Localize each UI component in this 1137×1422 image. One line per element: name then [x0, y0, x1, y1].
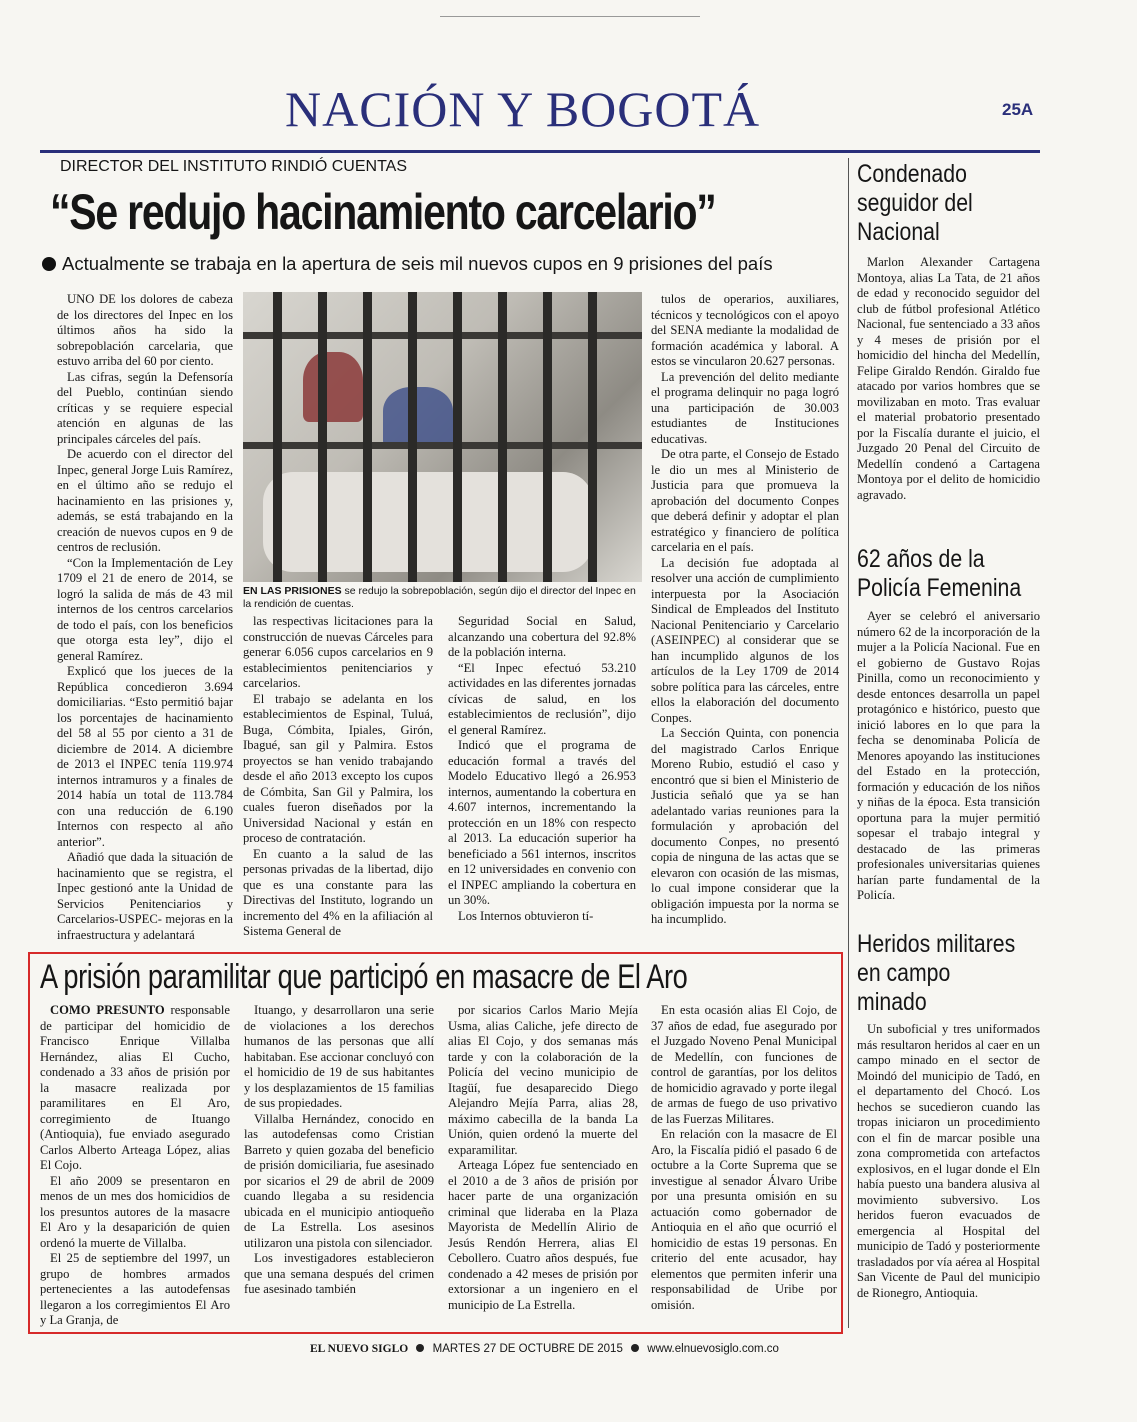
masthead-rule — [40, 150, 1040, 153]
bullet-icon — [416, 1344, 424, 1352]
main-dek — [42, 253, 773, 275]
bullet-icon — [631, 1344, 639, 1352]
paragraph: COMO PRESUNTO responsable de participar del homicidio de Francisco Enrique Villalba Hernández, alias El Cucho, condenado a 33 años de prisión por la masacre realizada por paramilitares en El Aro, corregimiento de Ituango (Antioquia), fue enviado asegurado Carlos Alberto Arteaga López, alias El Cojo. — [40, 1003, 230, 1172]
paragraph: La Sección Quinta, con ponencia del magistrado Carlos Enrique Moreno Rubio, estudió el caso y encontró que si bien el Ministerio de Justicia señaló que ya se han adelantado varias reuniones para la formulación y aprobación del documento Conpes, no presentó copia de ninguna de las actas que se elevaron con ocasión de las mismas, lo cual impone considerar que la obligación impuesta por la norma se ha incumplido. — [651, 726, 839, 926]
sidebar-divider — [848, 158, 849, 1328]
paragraph: las respectivas licitaciones para la construcción de nuevas Cárceles para generar 6.056 cupos carcelarios en 9 establecimientos penitenciarios y carcelarios. — [243, 614, 433, 690]
paragraph: “El Inpec efectuó 53.210 actividades en las diferentes jornadas cívicas de salud, en los establecimientos de reclusión”, dijo el general Ramírez. — [448, 660, 636, 737]
paragraph: En esta ocasión alias El Cojo, de 37 años de edad, fue asegurado por el Juzgado Noveno Penal Municipal de Medellín, con funciones de control de garantías, por los delitos de homicidio agravado y porte ilegal de armas de fuego de uso privativo de las Fuerzas Militares. — [651, 1003, 837, 1126]
paragraph: En cuanto a la salud de las personas privadas de la libertad, dijo que es una constante para las Directivas del Instituto, logrando un incremento del 4% en la afiliación al Sistema General de — [243, 846, 433, 938]
paragraph: Arteaga López fue sentenciado en el 2010 a de 3 años de prisión por hacer parte de una organización criminal que lideraba en la Plaza Mayorista de Medellín Alirio de Jesús Rendón Herrera, alias El Cebollero. Cuatro años después, fue condenado a 42 meses de prisión por extorsionar a un ingeniero en el municipio de La Estrella. — [448, 1158, 638, 1312]
paragraph: Los investigadores establecieron que una semana después del crimen fue asesinado también — [244, 1251, 434, 1296]
side2-body — [857, 609, 1040, 904]
footer-url[interactable]: www.elnuevosiglo.com.co — [647, 1343, 779, 1355]
paragraph: Indicó que el programa de educación formal a través del Modelo Educativo llegó a 26.953 internos, aumentando la cobertura en 4.607 internos, incrementando la protección en un 18% con respecto al 2013. La educación superior ha beneficiado a 561 internos, inscritos en 12 universidades en convenio con el INPEC ampliando la cobertura en un 30%. — [448, 738, 636, 907]
box-col-1 — [40, 1003, 230, 1329]
main-kicker: DIRECTOR DEL INSTITUTO RINDIÓ CUENTAS — [60, 158, 407, 175]
paragraph: El año 2009 se presentaron en menos de un mes dos homicidios de los presuntos autores de la masacre El Aro y la desaparición de quien ordenó la muerte de Villalba. — [40, 1173, 230, 1250]
paragraph: Explicó que los jueces de la República concedieron 3.694 domiciliarias. “Esto permitió bajar los porcentajes de hacinamiento del 58 al 55 por ciento a 31 de diciembre de 2014. A diciembre de 2013 el INPEC tenía 119.974 internos intramuros y a finales de 2014 había un total de 113.784 con una reducción de 6.190 Internos con respecto al año anterior”. — [57, 664, 233, 849]
main-headline: “Se redujo hacinamiento carcelario” — [50, 184, 716, 240]
side1-headline: Condenado seguidor del Nacional — [857, 160, 973, 246]
paragraph: tulos de operarios, auxiliares, técnicos y tecnológicos con el apoyo del SENA mediante la modalidad de formación académica y laboral. A estos se vincularon 20.627 personas. — [651, 292, 839, 368]
paragraph: Los Internos obtuvieron tí- — [458, 908, 594, 923]
paragraph: De acuerdo con el director del Inpec, general Jorge Luis Ramírez, en el último año se redujo el hacinamiento en las prisiones y, además, se está trabajando en la creación de nuevos cupos en 9 de centros de reclusión. — [57, 447, 234, 554]
inmate-figure — [383, 387, 453, 447]
paragraph: Ituango, y desarrollaron una serie de violaciones a los derechos humanos de las personas que allí habitaban. Ese accionar concluyó con el homicidio de 19 de sus habitantes y los desplazamientos de 15 familias de sus propiedades. — [244, 1003, 434, 1110]
side3-headline: Heridos militares en campo minado — [857, 930, 1016, 1016]
side2-headline: 62 años de la Policía Femenina — [857, 545, 1022, 602]
paragraph: UNO DE los dolores de cabeza de los directores del Inpec en los últimos años ha sido la sobrepoblación carcelaria, que estuvo arriba del 60 por ciento. — [57, 292, 233, 368]
paragraph: Villalba Hernández, conocido en las autodefensas como Cristian Barreto y quien gozaba del beneficio de prisión domiciliaria, fue asesinado por sicarios el 29 de abril de 2009 cuando llegaba a su residencia ubicada en el municipio antioqueño de La Estrella. Los asesinos utilizaron una pistola con silenciador. — [244, 1111, 434, 1250]
main-col-3 — [448, 614, 636, 924]
paragraph: por sicarios Carlos Mario Mejía Usma, alias Caliche, jefe directo de alias El Cojo, y dos semanas más tarde y con la colaboración de la Policía del vecino municipio de Itagüí, fue desaparecido Diego Alejandro Mejía Parra, alias 28, máximo cabecilla de la banda La Unión, quien ordenó la muerte del exparamilitar. — [448, 1003, 638, 1157]
paragraph: De otra parte, el Consejo de Estado le dio un mes al Ministerio de Justicia para que promueva la aprobación del documento Conpes que deberá definir y adoptar el plan estratégico y financiero de política carcelaria en el país. — [651, 447, 840, 554]
box-col-4 — [651, 1003, 837, 1313]
main-col-2 — [243, 614, 433, 940]
paragraph: El 25 de septiembre del 1997, un grupo de hombres armados pertenecientes a las autodefensas llegaron a los corregimientos El Aro y La Granja, de — [40, 1251, 230, 1327]
paragraph: La decisión fue adoptada al resolver una acción de cumplimiento interpuesta por la Asociación Sindical de Empleados del Instituto Nacional Penitenciario y Carcelario (ASEINPEC) al considerar que se han incumplido algunos de los artículos de la Ley 1709 de 2014 sobre política para las cárceles, entre ellos la elaboración del documento Conpes. — [651, 555, 839, 725]
inmate-figure — [303, 352, 363, 422]
bullet-icon — [42, 257, 56, 271]
paragraph: Un suboficial y tres uniformados más resultaron heridos al caer en un campo minado en el sector de Moindó del municipio de Tadó, en el departamento del Chocó. Los hechos se sucedieron cuando las tropas iniciaron un procedimiento con el fin de marcar posible una zona comprometida con artefactos explosivos, en el lugar donde el Eln había puesto una bandera alusiva al movimiento subversivo. Los heridos fueron evacuados de emergencia al Hospital del municipio de Tadó y posteriormente trasladados por vía aérea al Hospital San Vicente de Paul del municipio de Rionegro, Antioquia. — [857, 1022, 1040, 1300]
prison-photo — [243, 292, 642, 582]
box-headline: A prisión paramilitar que participó en masacre de El Aro — [40, 958, 688, 996]
paragraph: El trabajo se adelanta en los establecimientos de Espinal, Tuluá, Buga, Cómbita, Ipiales, Girón, Ibagué, san gil y Palmira. Estos proyectos se han venido trabajando desde el año 2013 excepto los cupos de Cómbita, San Gil y Palmira, los cuales fueron diseñados por la Universidad Nacional y están en proceso de contratación. — [243, 691, 433, 845]
box-lead: COMO PRESUNTO — [50, 1003, 165, 1017]
caption-text: se redujo la sobrepoblación, según dijo el director del Inpec en la rendición de cuentas. — [243, 585, 636, 610]
caption-lead: EN LAS PRISIONES — [243, 585, 342, 597]
paragraph: Marlon Alexander Cartagena Montoya, alias La Tata, de 21 años de edad y reconocido seguidor del club de fútbol profesional Atlético Nacional, fue sentenciado a 33 años y 4 meses de prisión por el homicidio del hincha del Medellín, Felipe Giraldo Rendón. Giraldo fue atacado por varios hombres que se movilizaban en moto. Tras evaluar el material probatorio presentado por la Fiscalía durante el juicio, el Juzgado 20 Penal del Circuito de Medellín condenó a Cartagena Montoya por el delito de homicidio agravado. — [857, 255, 1040, 502]
dek-text: Actualmente se trabaja en la apertura de seis mil nuevos cupos en 9 prisiones del país — [62, 253, 773, 274]
paragraph: “Con la Implementación de Ley 1709 el 21 de enero de 2014, se logró la salida de más de 43 mil internos de los centros carcelarios de todo el país, con los beneficios que otorga esta ley”, dijo el general Ramírez. — [57, 555, 233, 663]
section-masthead: NACIÓN Y BOGOTÁ — [285, 81, 761, 137]
paragraph: Añadió que dada la situación de hacinamiento que se registra, el Inpec gestionó ante la Unidad de Servicios Penitenciarios y Carcelarios-USPEC- mejoras en la infraestructura y adelantará — [57, 850, 233, 942]
paragraph: Seguridad Social en Salud, alcanzando una cobertura del 92.8% de la población interna. — [448, 614, 636, 659]
main-col-4 — [651, 292, 839, 928]
footer-brand: EL NUEVO SIGLO — [310, 1343, 409, 1355]
page-footer — [310, 1343, 779, 1355]
paragraph: En relación con la masacre de El Aro, la Fiscalía pidió el pasado 6 de octubre a la Corte Suprema que se investigue al senador Álvaro Uribe por una presunta omisión en su actuación como gobernador de Antioquia en el año que ocurrió el homicidio de estas 19 personas. En criterio del ente acusador, hay elementos que permiten inferir una responsabilidad de Uribe por omisión. — [651, 1127, 837, 1312]
top-margin-mark — [440, 2, 700, 17]
box-col-3 — [448, 1003, 638, 1313]
paragraph: La prevención del delito mediante el programa delinquir no paga logró una participación de 30.003 estudiantes de Instituciones educativas. — [651, 369, 839, 446]
main-col-1 — [57, 292, 233, 943]
box-col-2 — [244, 1003, 434, 1298]
side1-body — [857, 255, 1040, 503]
paragraph: Ayer se celebró el aniversario número 62 de la incorporación de la mujer a la Policía Nacional. Fue en el gobierno de Gustavo Rojas Pinilla, como un reconocimiento y desde entonces desarrolla un papel protagónico e histórico, puesto que inició labores en lo que para la fecha se denominaba Policía de Menores apoyando las instituciones del Estado en la protección, formación y educación de los niños y niñas de la época. Esta transición oportuna para la mujer permitió sopesar el trabajo integral y destacado de las primeras profesionales universitarias quienes harían parte fundamental de la Policía. — [857, 609, 1040, 902]
side3-body — [857, 1022, 1040, 1301]
photo-caption — [243, 585, 642, 611]
page-number: 25A — [1002, 100, 1034, 119]
footer-date: MARTES 27 DE OCTUBRE DE 2015 — [432, 1343, 623, 1355]
paragraph: Las cifras, según la Defensoría del Pueblo, continúan siendo críticas y se requiere especial atención en algunas de las principales cárceles del país. — [57, 369, 233, 446]
